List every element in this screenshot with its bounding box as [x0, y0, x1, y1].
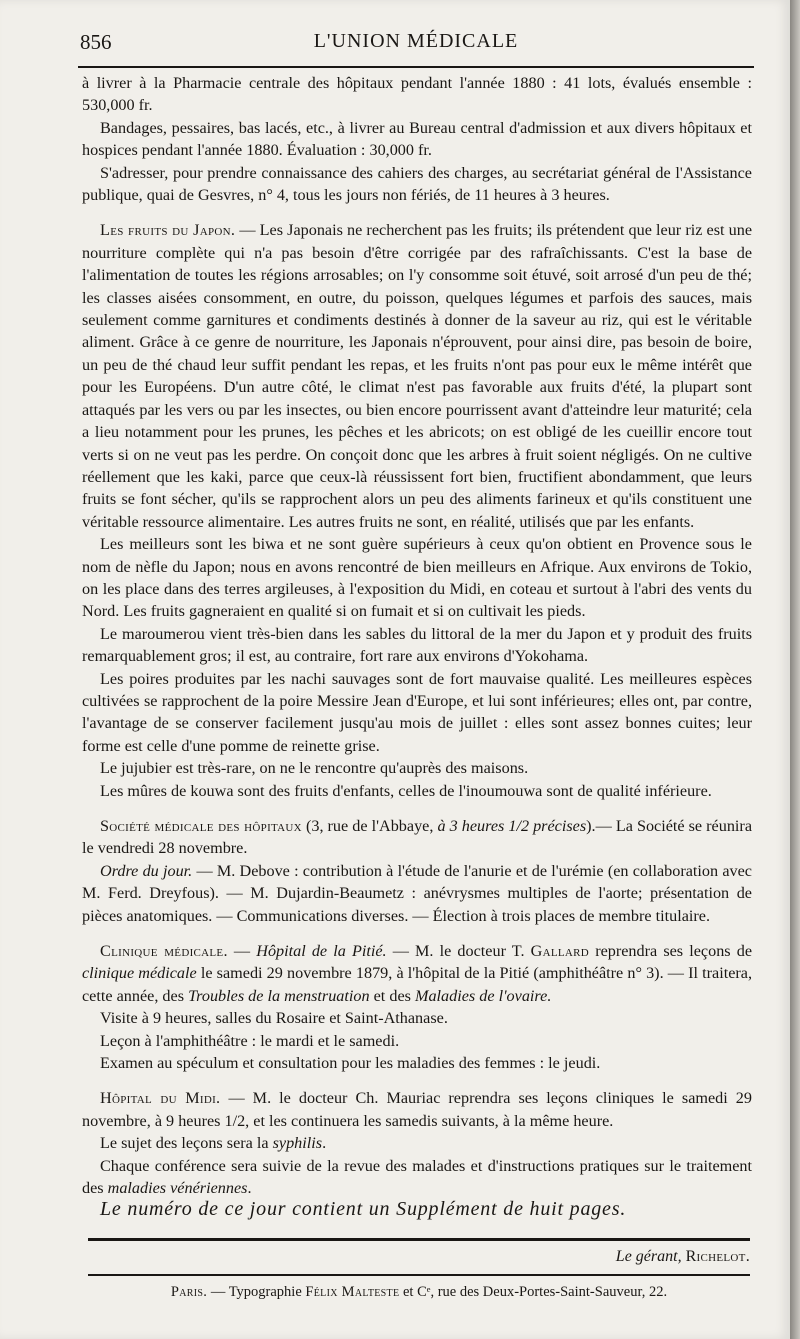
paragraph-pharmacie: à livrer à la Pharmacie centrale des hôpitaux pendant l'année 1880 : 41 lots, évalués ensemble : 530,000 fr.	[82, 74, 752, 115]
doctor-name: Gallard	[530, 942, 590, 961]
imprint-line	[88, 1284, 750, 1301]
printer-name: Félix Malteste	[305, 1284, 400, 1300]
text-run: — M. Debove : contribution à l'étude de l'anurie et de l'urémie (en collaboration avec M. Ferd. Dreyfous). — M. Dujardin-Beaumetz : anévrysmes multiples de l'aorte; présentation de pièces anatomiques. — Communications diverses. — Élection à trois places de membre titulaire.	[82, 861, 752, 925]
hopital-name: Hôpital de la Pitié.	[256, 942, 387, 961]
text-run: Le sujet des leçons sera la	[100, 1134, 273, 1153]
paragraph-conference	[82, 1155, 752, 1200]
page-number: 856	[80, 30, 112, 54]
imprint-rule	[88, 1274, 750, 1276]
section-hopital-midi	[82, 1087, 752, 1132]
meeting-time: à 3 heures 1/2 précises	[437, 817, 587, 835]
paragraph-visite: Visite à 9 heures, salles du Rosaire et Saint-Athanase.	[100, 1009, 448, 1028]
text-run: —	[227, 942, 257, 961]
section-heading: Société médicale des hôpitaux	[100, 817, 302, 835]
text-run: (3, rue de l'Abbaye,	[301, 817, 438, 835]
section-societe-medicale	[82, 815, 752, 860]
text-run: et des	[369, 986, 415, 1005]
paragraph-examen: Examen au spéculum et consultation pour les maladies des femmes : le jeudi.	[100, 1054, 601, 1073]
text-run: .	[322, 1134, 327, 1153]
gerant-line	[88, 1248, 750, 1266]
paragraph-sujet	[82, 1132, 752, 1154]
section-fruits-japon	[82, 219, 752, 533]
imprint-city: Paris.	[170, 1284, 208, 1300]
paragraph-jujubier: Le jujubier est très-rare, on ne le rencontre qu'auprès des maisons.	[100, 759, 529, 778]
paragraph-lecon: Leçon à l'amphithéâtre : le mardi et le samedi.	[100, 1031, 400, 1050]
page-header	[80, 30, 752, 60]
paragraph-poires: Les poires produites par les nachi sauvages sont de fort mauvaise qualité. Les meilleures espèces cultivées se rapprochent de la poire Messire Jean d'Europe, et lui sont inférieures; elles ont, par contre, l'avantage de se conserver facilement jusqu'au mois de juillet : elles sont assez bonnes cuites; leur forme est celle d'une pomme de reinette grise.	[82, 669, 752, 755]
article-body	[82, 72, 752, 1200]
clinique-em: clinique médicale	[82, 964, 197, 983]
paragraph-maroumerou: Le maroumerou vient très-bien dans les sables du littoral de la mer du Japon et y produit des fruits remarquablement gros; il est, au contraire, fort rare aux environs d'Yokohama.	[82, 624, 752, 666]
text-run: et Cᵉ, rue des Deux-Portes-Saint-Sauveur, 22.	[399, 1284, 668, 1300]
text-run: le samedi 29 novembre 1879, à l'hôpital de la Pitié (amphithéâtre n° 3). — Il traitera, cette année, des	[82, 964, 752, 1005]
paragraph-biwa: Les meilleurs sont les biwa et ne sont guère supérieurs à ceux qu'on obtient en Provence sous le nom de nèfle du Japon; nous en avons rencontré de bien meilleurs en Afrique. Aux environs de Tokio, on les place dans des terres argileuses, à l'exposition du Midi, en coteau et surtout à l'abri des vents du Nord. Les fruits gagneraient en qualité si on fumait et si on cultivait les pieds.	[82, 535, 752, 621]
section-heading: Hôpital du Midi.	[100, 1089, 221, 1108]
text-run: — M. le docteur T.	[386, 942, 531, 961]
topic-menstruation: Troubles de la menstruation	[188, 986, 370, 1005]
topic-ovaire: Maladies de l'ovaire.	[414, 986, 552, 1005]
text-run: — M. le docteur Ch. Mauriac reprendra ses leçons cliniques le samedi 29 novembre, à 9 heures 1/2, et les continuera les samedis suivants, à la même heure.	[82, 1089, 752, 1130]
section-clinique-medicale	[82, 940, 752, 1007]
section-heading: Clinique médicale.	[100, 942, 228, 961]
running-title: L'UNION MÉDICALE	[313, 30, 519, 52]
ordre-label: Ordre du jour.	[100, 861, 193, 880]
gerant-label: Le gérant,	[615, 1248, 682, 1265]
paragraph-text: — Les Japonais ne recherchent pas les fruits; ils prétendent que leur riz est une nourriture complète qui n'a pas besoin d'être corrigée par des rafraîchissants. C'est la base de l'alimentation de toutes les régions arrosables; on l'y consomme soit étuvé, soit arrosé d'un peu de thé; les classes aisées consomment, en outre, du poisson, quelques légumes et parfois des sauces, mais seulement comme garnitures et condiments destinés à donner de la saveur au riz, qui est le véritable aliment. Grâce à ce genre de nourriture, les Japonais n'éprouvent, pour ainsi dire, pas besoin de boire, un peu de thé chaud leur suffit pendant les repas, et les fruits n'ont pas pour eux le même intérêt que pour les Européens. D'un autre côté, le climat n'est pas favorable aux fruits d'été, la plupart sont attaqués par les vers ou par les insectes, ou bien encore pourrissent avant d'atteindre leur maturité; cela a lieu notamment pour les prunes, les pêches et les abricots; on est obligé de les cueillir encore tout verts si on ne veut pas les perdre. On conçoit donc que les arbres à fruit soient négligés. On ne cultive réellement que les kaki, parce que ceux-là réussissent fort bien, fructifient abondamment, que leurs fruits se font sécher, qu'ils se rapprochent alors un peu des aliments farineux et qu'ils constituent une véritable ressource alimentaire. Les autres fruits ne sont, en réalité, utilisés que par les enfants.	[82, 221, 753, 531]
paragraph-mures: Les mûres de kouwa sont des fruits d'enfants, celles de l'inoumouwa sont de qualité inférieure.	[100, 781, 712, 800]
paragraph-adresser: S'adresser, pour prendre connaissance des cahiers des charges, au secrétariat général de l'Assistance publique, quai de Gesvres, n° 4, tous les jours non fériés, de 11 heures à 3 heures.	[82, 163, 752, 205]
header-rule	[78, 66, 754, 68]
paragraph-bandages: Bandages, pessaires, bas lacés, etc., à livrer au Bureau central d'admission et aux divers hôpitaux et hospices pendant l'année 1880. Évaluation : 30,000 fr.	[82, 118, 752, 160]
text-run: reprendra ses leçons de	[589, 942, 752, 961]
text-run: Chaque conférence sera suivie de la revue des malades et d'instructions pratiques sur le traitement des	[82, 1156, 752, 1198]
supplement-notice: Le numéro de ce jour contient un Supplément de huit pages.	[100, 1198, 627, 1220]
text-run: ).— La Société se réunira le vendredi 28 novembre.	[82, 817, 753, 858]
page-edge	[790, 0, 800, 1339]
maladies-em: maladies vénériennes	[107, 1179, 248, 1198]
section-heading: Les fruits du Japon.	[100, 221, 236, 240]
footer-rule	[88, 1238, 750, 1241]
text-run: — Typographie	[207, 1284, 306, 1300]
gerant-name: Richelot.	[685, 1248, 750, 1265]
text-run: .	[247, 1179, 252, 1198]
paragraph-ordre-du-jour	[82, 860, 752, 927]
syphilis-em: syphilis	[272, 1134, 323, 1153]
